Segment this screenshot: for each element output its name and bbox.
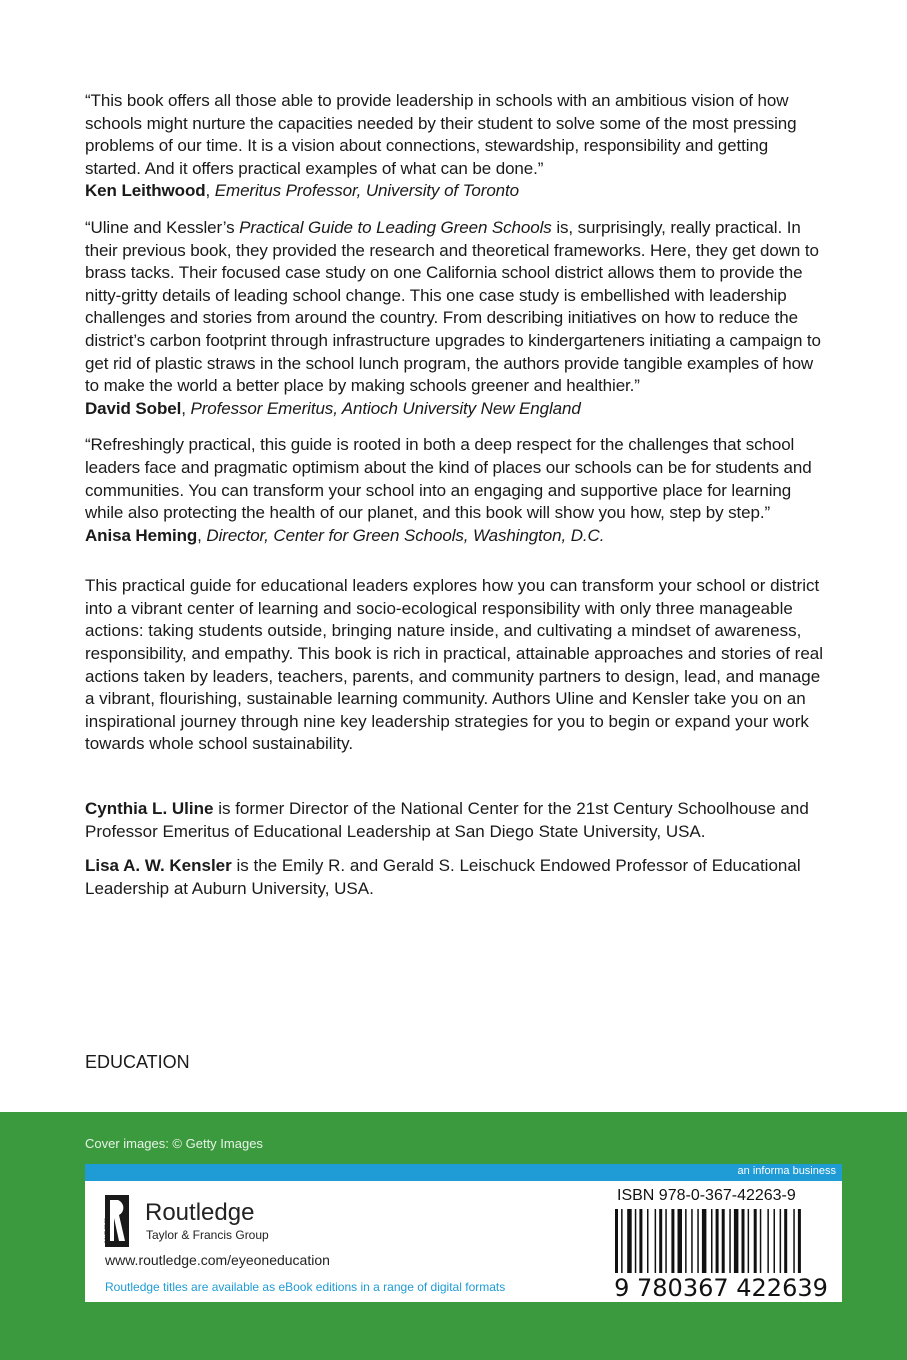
- barcode-bar: [671, 1209, 674, 1281]
- barcode-bar: [647, 1209, 649, 1281]
- publisher-name: Routledge: [145, 1199, 255, 1226]
- publisher-url: www.routledge.com/eyeoneducation: [105, 1252, 330, 1268]
- barcode-bar: [774, 1209, 776, 1281]
- quote-author: David Sobel: [85, 398, 182, 418]
- routledge-logo-icon: [105, 1195, 129, 1247]
- barcode-bar: [621, 1209, 623, 1281]
- barcode-bar: [678, 1209, 683, 1281]
- barcode-bar: [767, 1209, 769, 1281]
- quote-heming: [85, 434, 825, 547]
- author-name: Cynthia L. Uline: [85, 799, 214, 819]
- barcode-bar: [798, 1209, 801, 1281]
- barcode-bar: [635, 1209, 637, 1281]
- barcode-bar: [760, 1209, 762, 1281]
- barcode-icon: [603, 1209, 839, 1302]
- ebook-note: Routledge titles are available as eBook editions in a range of digital formats: [105, 1280, 506, 1294]
- barcode-bar: [793, 1209, 795, 1281]
- informa-label: an informa business: [737, 1165, 836, 1177]
- author-bio-text: is the Emily R. and Gerald S. Leischuck Endowed Professor of Educational Leadership at Auburn University, USA.: [85, 856, 801, 898]
- quote-author: Ken Leithwood: [85, 181, 206, 201]
- subject-category: EDUCATION: [85, 1052, 190, 1072]
- publisher-panel: [85, 1181, 842, 1302]
- quote-author: Anisa Heming: [85, 525, 198, 545]
- barcode-bar: [639, 1209, 642, 1281]
- barcode-bar: [780, 1209, 782, 1281]
- quote-text-before: “Uline and Kessler’s: [85, 217, 240, 237]
- quote-text: “This book offers all those able to provide leadership in schools with an ambitious vision of how schools might nurture the capacities needed by their student to solve some of the most pressing problems of our time. It is a vision about connections, stewardship, responsibility and getting started. And it offers practical examples of what can be done.”: [85, 91, 797, 178]
- barcode-bar: [655, 1209, 657, 1281]
- barcode-number: 9 780367 422639: [614, 1274, 828, 1302]
- barcode-bar: [711, 1209, 713, 1281]
- book-description: This practical guide for educational leaders explores how you can transform your school or district into a vibrant center of learning and socio-ecological responsibility with only three manageable actions: taking students outside, bringing nature inside, and cultivating a mindset of awareness, responsibility, and empathy. This book is rich in practical, attainable approaches and stories of real actions taken by leaders, teachers, parents, and community partners to design, lead, and manage a vibrant, flourishing, sustainable learning community. Authors Uline and Kensler take you on an inspirational journey through nine key leadership strategies for you to begin or expand your work towards whole school sustainability.: [85, 576, 824, 754]
- barcode-bar: [697, 1209, 699, 1281]
- quote-role: Director, Center for Green Schools, Washington, D.C.: [206, 525, 605, 545]
- logo-side-text: ROUTLEDGE: [104, 1218, 109, 1243]
- informa-strip: [85, 1164, 842, 1181]
- barcode-bar: [742, 1209, 745, 1281]
- quote-text-after: is, surprisingly, really practical. In their previous book, they provided the research and theoretical frameworks. Here, they get down to brass tacks. Their focused case study on one California school district allows them to provide the nitty-gritty details of leading school change. This one case study is embellished with leadership challenges and stories from around the country. From describing initiatives on how to reduce the district’s carbon footprint through infrastructure upgrades to kindergarteners initiating a campaign to get rid of plastic straws in the school lunch program, the authors provide tangible examples of how to make the world a better place by making schools greener and healthier.”: [85, 217, 821, 396]
- quote-book-title: Practical Guide to Leading Green Schools: [239, 217, 552, 237]
- barcode-bar: [748, 1209, 750, 1281]
- author-bio-uline: [85, 798, 825, 843]
- quote-attribution: Anisa Heming, Director, Center for Green Schools, Washington, D.C.: [85, 525, 605, 545]
- quote-role: Professor Emeritus, Antioch University New England: [190, 398, 581, 418]
- quote-role: Emeritus Professor, University of Toronto: [214, 181, 520, 201]
- author-bio-text: is former Director of the National Center for the 21st Century Schoolhouse and Professor Emeritus of Educational Leadership at San Diego State University, USA.: [85, 799, 809, 841]
- isbn-label: ISBN 978-0-367-42263-9: [617, 1187, 796, 1204]
- barcode-bar: [734, 1209, 739, 1281]
- quote-attribution: David Sobel, Professor Emeritus, Antioch University New England: [85, 398, 581, 418]
- back-cover-text: [85, 90, 825, 900]
- quote-text: “Refreshingly practical, this guide is rooted in both a deep respect for the challenges that school leaders face and pragmatic optimism about the kind of places our schools can be for students and communities. You can transform your school into an engaging and supportive place for learning while also protecting the health of our planet, and this book will show you how, step by step.”: [85, 435, 812, 523]
- barcode-bar: [615, 1209, 618, 1281]
- barcode-bar: [722, 1209, 725, 1281]
- quote-attribution: Ken Leithwood, Emeritus Professor, University of Toronto: [85, 181, 520, 201]
- barcode-bar: [702, 1209, 707, 1281]
- quote-leithwood: [85, 90, 825, 203]
- barcode-bar: [659, 1209, 662, 1281]
- barcode-bar: [685, 1209, 687, 1281]
- barcode-bar: [754, 1209, 757, 1281]
- barcode-bar: [784, 1209, 787, 1281]
- barcode-bar: [716, 1209, 719, 1281]
- quote-sobel: [85, 217, 825, 420]
- barcode-bar: [729, 1209, 731, 1281]
- author-bio-kensler: [85, 855, 825, 900]
- barcode-bar: [665, 1209, 667, 1281]
- publisher-group: Taylor & Francis Group: [146, 1228, 269, 1242]
- cover-credit: Cover images: © Getty Images: [85, 1136, 263, 1151]
- barcode-bars: [615, 1209, 801, 1281]
- barcode-bar: [627, 1209, 632, 1281]
- author-name: Lisa A. W. Kensler: [85, 856, 232, 876]
- barcode-bar: [691, 1209, 693, 1281]
